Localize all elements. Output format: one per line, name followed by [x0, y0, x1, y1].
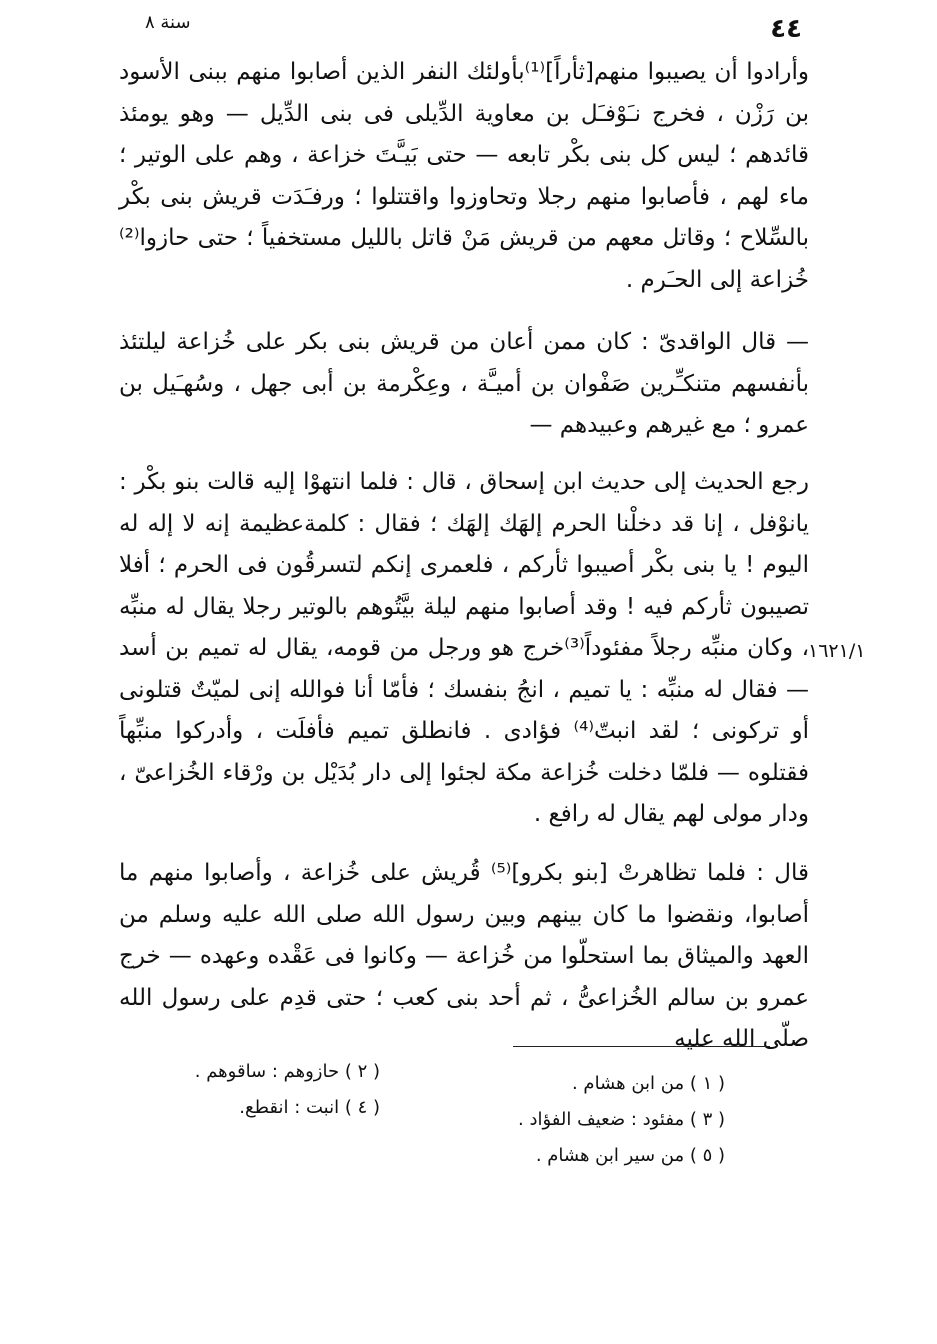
page-number: ٤٤: [770, 14, 802, 44]
paragraph-4: قال : فلما تظاهرتْ [بنو بكرو]⁽⁵⁾ قُريش على خُزاعة ، وأصابوا منهم ما أصابوا، ونقضوا ما كان بينهم وبين رسول الله صلى الله عليه وسلم من العهد والميثاق بما استحلّوا من خُزاعة — وكانوا فى عَقْده وعهده — خرج عمرو بن سالم الخُزاعىُّ ، ثم أحد بنى كعب ؛ حتى قدِم على رسول الله صلّى الله عليه: [119, 860, 809, 1052]
paragraph-3-ibn-ishaq: رجع الحديث إلى حديث ابن إسحاق ، قال : فلما انتهوْا إليه قالت بنو بكْر : يانوْفل ، إنا قد دخلْنا الحرم إلهَك إلهَك ؛ فقال : كلمةعظيمة إنه لا إله له اليوم ! يا بنى بكْر أصيبوا ثأركم ، فلعمرى إنكم لتسرقُون فى الحرم ؛ أفلا تصيبون ثأركم فيه ! وقد أصابوا منهم ليلة بيَّتُوهم بالوتير رجلا يقال له منبِّه ، وكان منبِّه رجلاً مفئوداً⁽³⁾خرج هو ورجل من قومه، يقال له تميم بن أسد — فقال له منبِّه : يا تميم ، انجُ بنفسك ؛ فأمّا أنا فوالله إنى لميّتٌ قتلونى أو تركونى ؛ لقد انبتّ⁽⁴⁾ فؤادى . فانطلق تميم فأفلَت ، وأدركوا منبِّهاً فقتلوه — فلمّا دخلت خُزاعة مكة لجئوا إلى دار بُدَيْل بن ورْقاء الخُزاعىّ ، ودار مولى لهم يقال له رافع .: [119, 469, 809, 827]
footnotes-left-column: [180, 1054, 380, 1126]
paragraph-1: وأرادوا أن يصيبوا منهم[ثأراً]⁽¹⁾بأولئك النفر الذين أصابوا منهم ببنى الأسود بن رَزْن ، فخرج نـَوْفـَل بن معاوية الدِّيلى فى بنى الدِّيل — وهو يومئذ قائدهم ؛ ليس كل بنى بكْر تابعه — حتى بَيـَّتَ خزاعة ، وهم على الوتير ؛ ماء لهم ، فأصابوا منهم رجلا وتحاوزوا واقتتلوا ؛ ورفـَدَت قريش بنى بكْر بالسِّلاح ؛ وقاتل معهم من قريش مَنْ قاتل بالليل مستخفياً ؛ حتى حازوا⁽²⁾ خُزاعة إلى الحـَرم .: [119, 59, 809, 293]
margin-page-reference: ١٦٢١/١: [808, 640, 866, 662]
footnote-3: ( ٣ ) مفئود : ضعيف الفؤاد .: [518, 1109, 725, 1130]
footnote-divider: [513, 1046, 770, 1047]
paragraph-2-waqidi: — قال الواقدىّ : كان ممن أعان من قريش بنى بكر على خُزاعة ليلتئذ بأنفسهم متنكـِّرين صَفْوان بن أميـَّة ، وعِكْرمة بن أبى جهل ، وسُهـَيل بن عمرو ؛ مع غيرهم وعبيدهم —: [119, 329, 809, 438]
footnote-5: ( ٥ ) من سير ابن هشام .: [535, 1145, 725, 1166]
footnote-1: ( ١ ) من ابن هشام .: [571, 1073, 725, 1094]
footnotes-right-column: [395, 1066, 725, 1174]
running-header-year: سنة ٨: [145, 12, 191, 33]
footnote-4: ( ٤ ) انبت : انقطع.: [239, 1097, 380, 1118]
footnote-2: ( ٢ ) حازوهم : ساقوهم .: [194, 1061, 380, 1082]
